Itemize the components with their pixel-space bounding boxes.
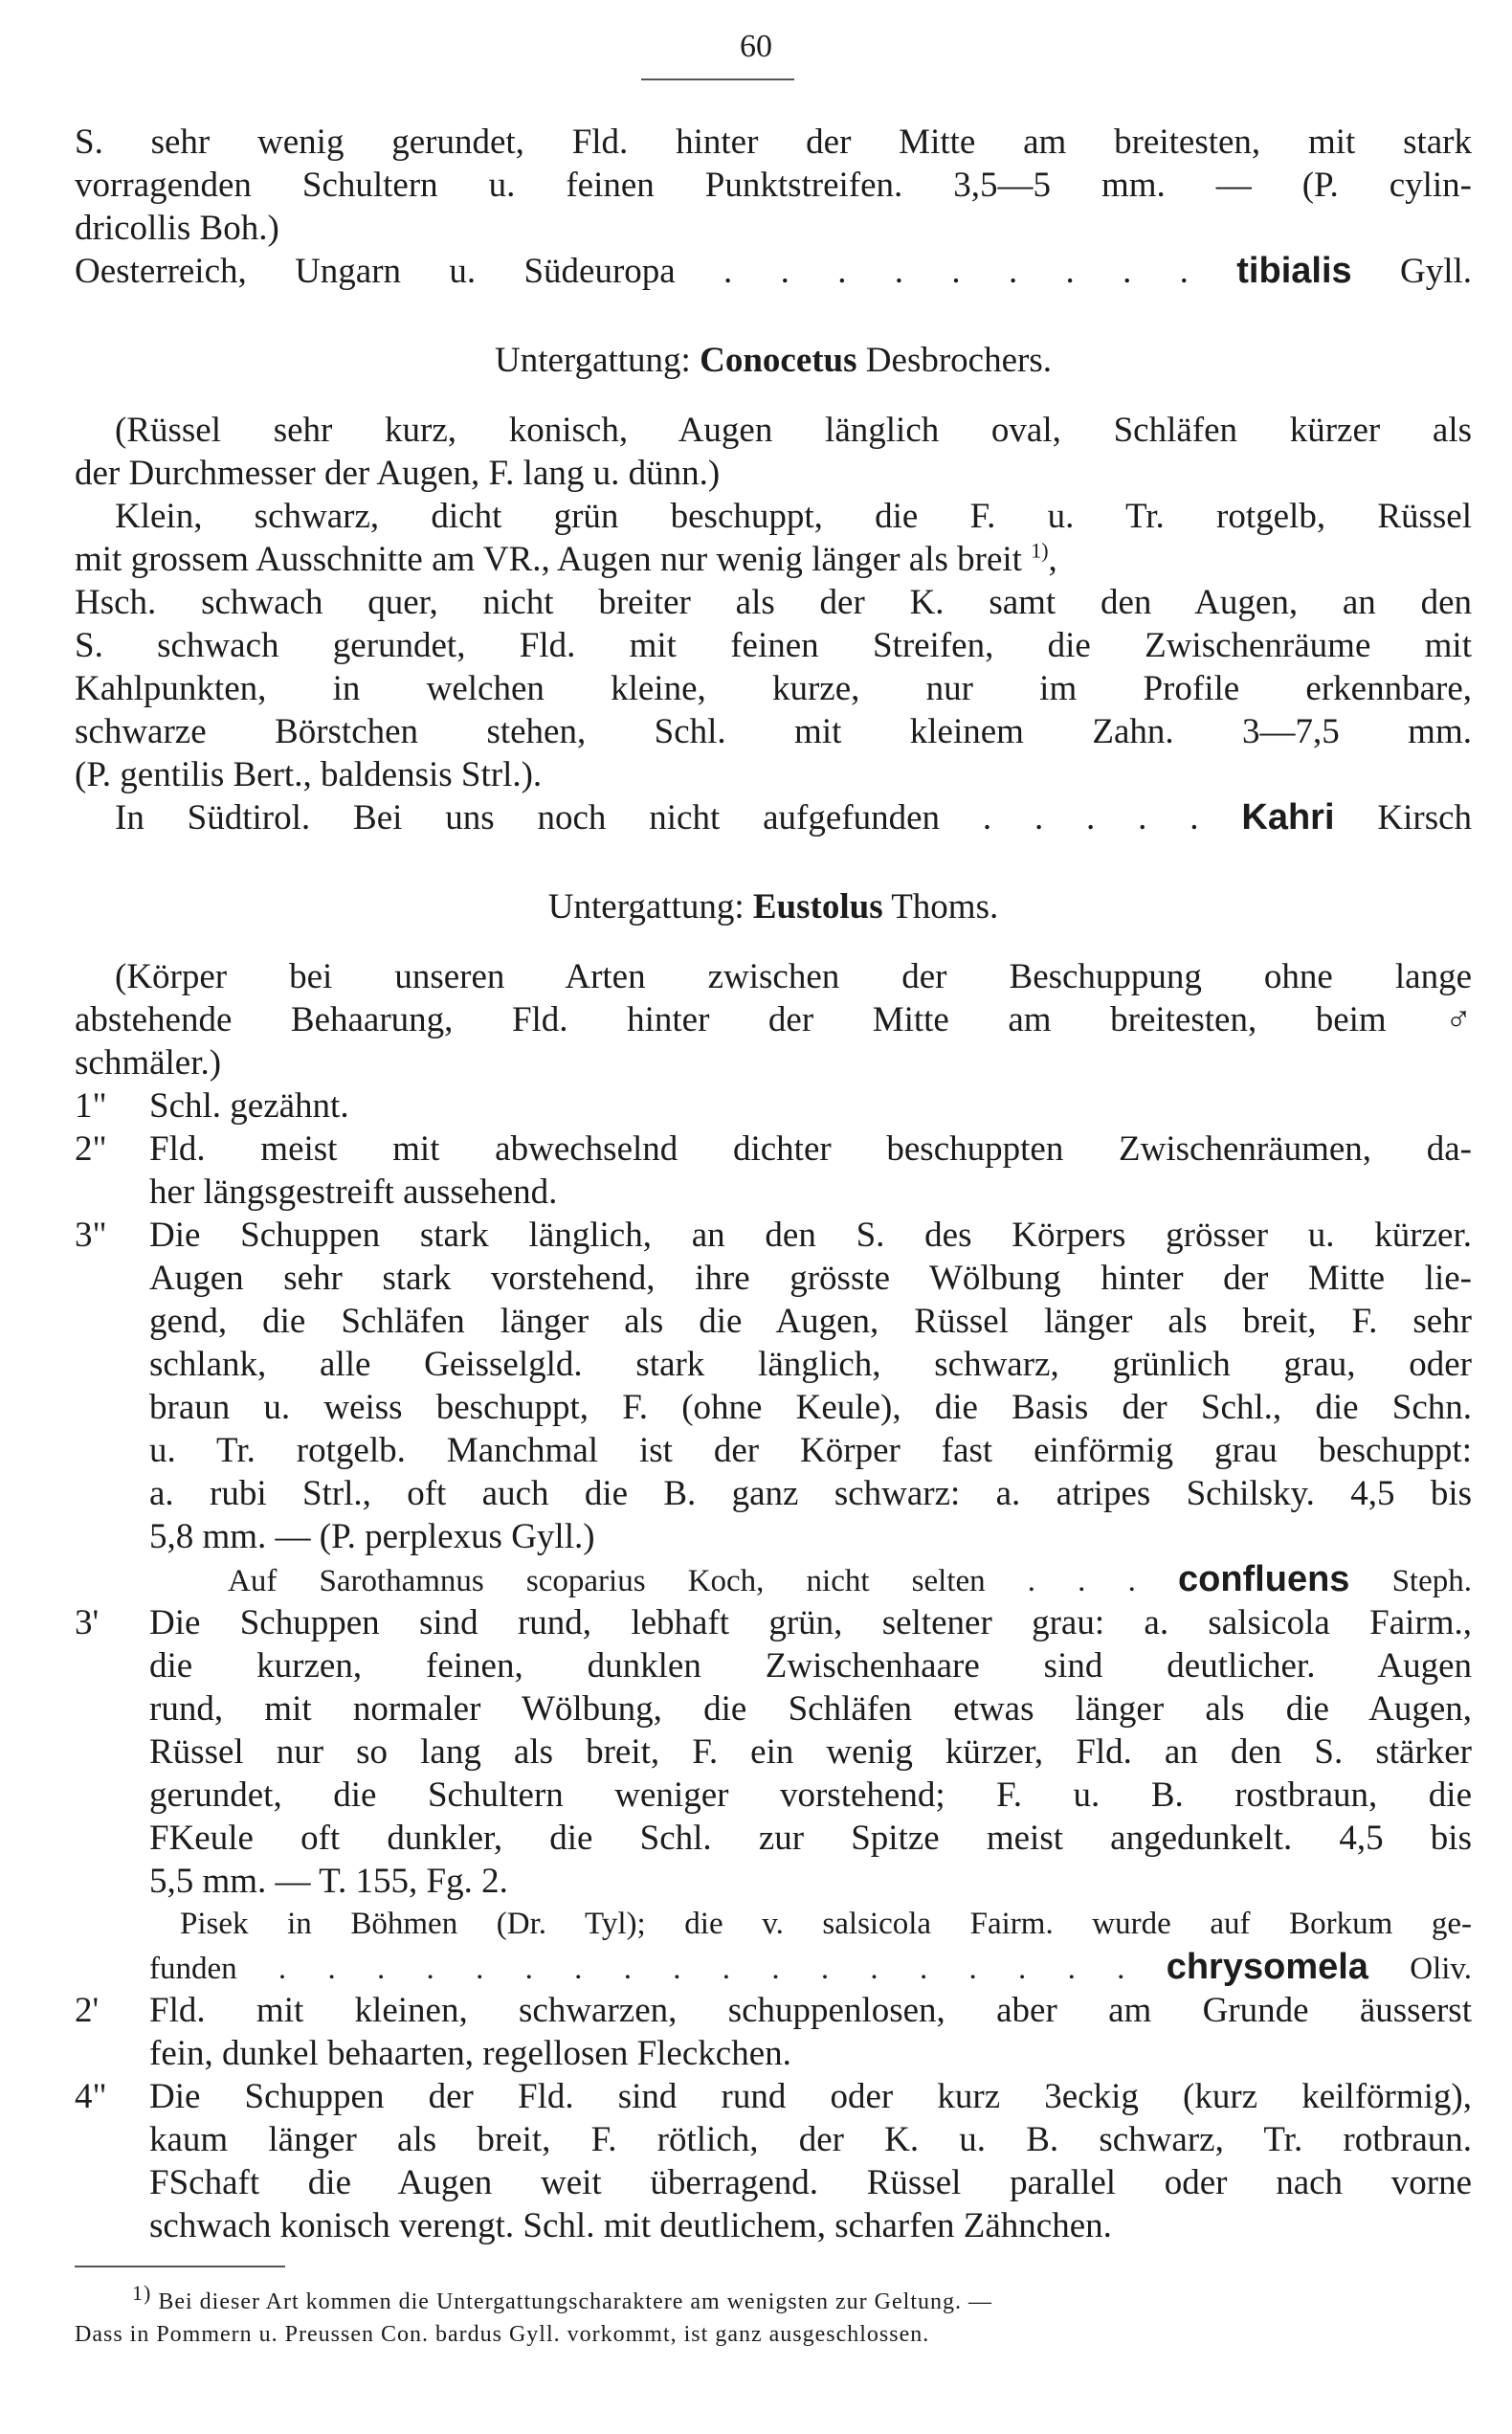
locality-text: In Südtirol. Bei uns noch nicht aufgefunden . . . . . <box>115 798 1199 837</box>
subgenus-heading-eustolus <box>75 885 1472 928</box>
text-line: mit grossem Ausschnitte am VR., Augen nur wenig länger als breit $^{1)}$, <box>75 538 1057 579</box>
text-line: fein, dunkel behaarten, regellosen Fleckchen. <box>149 2034 791 2073</box>
text-line: schlank, alle Geisselgld. stark länglich, schwarz, grünlich grau, oder <box>149 1345 1472 1384</box>
text-line: die kurzen, feinen, dunklen Zwischenhaare sind deutlicher. Augen <box>149 1646 1472 1686</box>
footnote-line: Dass in Pommern u. Preussen Con. bardus Gyll. vorkommt, ist ganz ausgeschlossen. <box>75 2322 930 2347</box>
page-number: 60 <box>740 29 772 64</box>
key-entry-3: 3" Die Schuppen stark länglich, an den S. des Körpers grösser u. kürzer. <box>75 1216 1472 1255</box>
species-name: chrysomela <box>1166 1947 1368 1987</box>
subgenus-prefix: Untergattung: <box>547 887 745 927</box>
key-entry-2: 2" Fld. meist mit abwechselnd dichter beschuppten Zwischenräumen, da- <box>75 1129 1472 1169</box>
text-line: schwarze Börstchen stehen, Schl. mit kleinem Zahn. 3—7,5 mm. <box>75 712 1472 751</box>
text-line: rund, mit normaler Wölbung, die Schläfen etwas länger als die Augen, <box>149 1689 1472 1729</box>
footnote-rule <box>75 2266 285 2267</box>
footnote-mark: 1) <box>132 2281 152 2305</box>
species-line-chrysomela <box>75 1946 1472 1989</box>
text-line: Klein, schwarz, dicht grün beschuppt, die F. u. Tr. rotgelb, Rüssel <box>115 497 1472 536</box>
text-line: S. sehr wenig gerundet, Fld. hinter der Mitte am breitesten, mit stark <box>75 123 1472 162</box>
subgenus-author: Desbrochers. <box>865 341 1052 380</box>
text-line: Pisek in Böhmen (Dr. Tyl); die v. salsicola Fairm. wurde auf Borkum ge- <box>180 1907 1472 1941</box>
text-line: vorragenden Schultern u. feinen Punktstreifen. 3,5—5 mm. — (P. cylin- <box>75 166 1472 205</box>
text-line: kaum länger als breit, F. rötlich, der K. u. B. schwarz, Tr. rotbraun. <box>149 2120 1472 2159</box>
text-line: abstehende Behaarung, Fld. hinter der Mitte am breitesten, beim ♂ <box>75 1000 1472 1039</box>
text-line: schwach konisch verengt. Schl. mit deutlichem, scharfen Zähnchen. <box>149 2206 1112 2245</box>
subgenus-name: Conocetus <box>700 341 857 380</box>
footnote-ref: 1) <box>1031 538 1049 563</box>
text-line: her längsgestreift aussehend. <box>149 1172 558 1212</box>
key-entry-3b: 3' Die Schuppen sind rund, lebhaft grün, seltener grau: a. salsicola Fairm., <box>75 1603 1472 1642</box>
subgenus-prefix: Untergattung: <box>495 341 691 380</box>
text-line: dricollis Boh.) <box>75 209 279 248</box>
text-line: Rüssel nur so lang als breit, F. ein wenig kürzer, Fld. an den S. stärker <box>149 1732 1472 1772</box>
text-line: S. schwach gerundet, Fld. mit feinen Streifen, die Zwischenräume mit <box>75 626 1472 665</box>
page-body <box>75 121 1472 2247</box>
key-label: 4" <box>75 2077 107 2116</box>
key-entry-1: 1" Schl. gezähnt. <box>75 1086 349 1126</box>
locality-text: Oesterreich, Ungarn u. Südeuropa . . . . . . . . . <box>75 252 1189 291</box>
subgenus-heading-conocetus <box>75 339 1472 382</box>
text-line: (P. gentilis Bert., baldensis Strl.). <box>75 755 543 794</box>
species-author: Steph. <box>1391 1564 1472 1598</box>
footnotes <box>75 2281 1472 2351</box>
species-name: Kahri <box>1241 797 1335 837</box>
header-rule <box>641 78 794 80</box>
text-line: Hsch. schwach quer, nicht breiter als der K. samt den Augen, an den <box>75 583 1472 622</box>
key-label: 2" <box>75 1129 107 1169</box>
species-line-kahri <box>75 796 1472 839</box>
key-label: 2' <box>75 1991 100 2030</box>
text-line: Augen sehr stark vorstehend, ihre grösste Wölbung hinter der Mitte lie- <box>149 1259 1472 1298</box>
species-author: Kirsch <box>1377 798 1473 837</box>
species-name: tibialis <box>1236 251 1352 291</box>
text-line: gerundet, die Schultern weniger vorstehend; F. u. B. rostbraun, die <box>149 1775 1472 1815</box>
text-line: 5,8 mm. — (P. perplexus Gyll.) <box>149 1517 595 1556</box>
text-line: schmäler.) <box>75 1043 222 1083</box>
species-name: confluens <box>1177 1559 1350 1599</box>
subgenus-name: Eustolus <box>752 887 883 927</box>
key-entry-2b: 2' Fld. mit kleinen, schwarzen, schuppenlosen, aber am Grunde äusserst <box>75 1991 1472 2030</box>
key-entry-4: 4" Die Schuppen der Fld. sind rund oder kurz 3eckig (kurz keilförmig), <box>75 2077 1472 2116</box>
text-line: 5,5 mm. — T. 155, Fg. 2. <box>149 1862 508 1901</box>
text-line: FKeule oft dunkler, die Schl. zur Spitze meist angedunkelt. 4,5 bis <box>149 1819 1472 1858</box>
text-line: u. Tr. rotgelb. Manchmal ist der Körper fast einförmig grau beschuppt: <box>149 1431 1472 1470</box>
text-line: (Körper bei unseren Arten zwischen der Beschuppung ohne lange <box>115 957 1472 996</box>
species-author: Gyll. <box>1400 252 1473 291</box>
subgenus-author: Thoms. <box>891 887 999 927</box>
text-line: (Rüssel sehr kurz, konisch, Augen länglich oval, Schläfen kürzer als <box>115 411 1472 450</box>
species-author: Oliv. <box>1410 1952 1473 1986</box>
footnote-line: $^{1)}$ Bei dieser Art kommen die Untergattungscharaktere am wenigsten zur Geltung. — <box>132 2281 992 2314</box>
key-label: 1" <box>75 1086 107 1126</box>
species-line-confluens <box>75 1558 1472 1601</box>
locality-text: Auf Sarothamnus scoparius Koch, nicht selten . . . <box>228 1564 1136 1598</box>
text-line: Kahlpunkten, in welchen kleine, kurze, nur im Profile erkennbare, <box>75 669 1472 708</box>
text-line: braun u. weiss beschuppt, F. (ohne Keule), die Basis der Schl., die Schn. <box>149 1388 1472 1427</box>
species-line-tibialis <box>75 250 1472 293</box>
text-line: der Durchmesser der Augen, F. lang u. dünn.) <box>75 454 721 493</box>
key-label: 3" <box>75 1216 107 1255</box>
locality-text: funden . . . . . . . . . . . . . . . . . . <box>149 1952 1125 1986</box>
text-line: FSchaft die Augen weit überragend. Rüssel parallel oder nach vorne <box>149 2163 1472 2202</box>
text-line: gend, die Schläfen länger als die Augen, Rüssel länger als breit, F. sehr <box>149 1302 1472 1341</box>
text-line: a. rubi Strl., oft auch die B. ganz schwarz: a. atripes Schilsky. 4,5 bis <box>149 1474 1472 1513</box>
key-label: 3' <box>75 1603 100 1642</box>
